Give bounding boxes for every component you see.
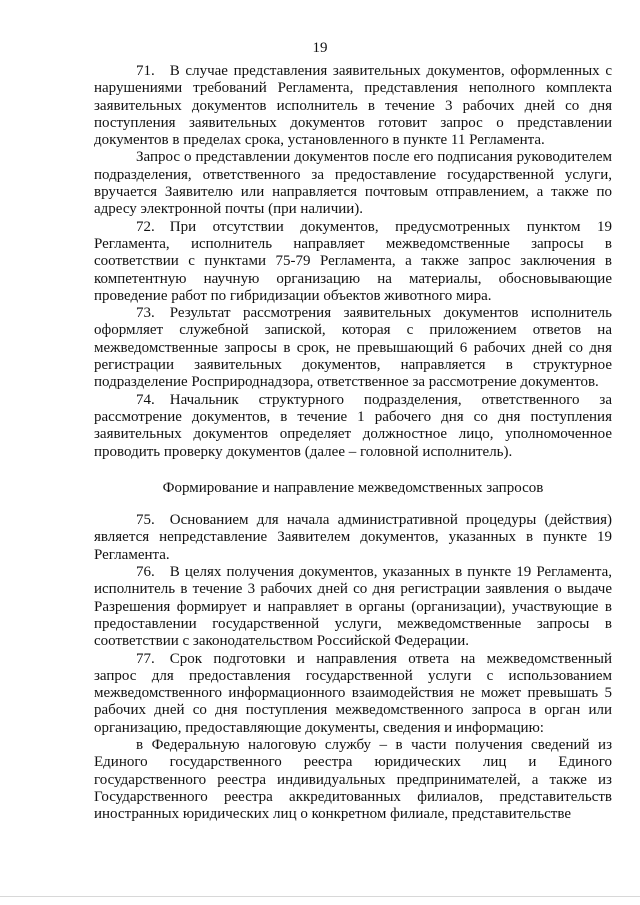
section-heading: Формирование и направление межведомственных запросов [162, 479, 544, 496]
paragraph-76: 76. В целях получения документов, указанных в пункте 19 Регламента, исполнитель в течение 3 рабочих дней со дня регистрации заявления о выдаче Разрешения формирует и направляет в органы (организации), участвующие в предоставлении государственной услуги, межведомственные запросы в соответствии с законодательством Российской Федерации. [94, 564, 612, 650]
page-number: 19 [312, 40, 328, 56]
page-bottom-edge [0, 896, 640, 897]
paragraph-72: 72. При отсутствии документов, предусмотренных пунктом 19 Регламента, исполнитель направляет межведомственные запросы в соответствии с пунктами 75-79 Регламента, а также запрос заключения в компетентную научную организацию на материалы, обосновывающие проведение работ по гибридизации объектов животного мира. [94, 218, 612, 304]
paragraph-77-fns-item: в Федеральную налоговую службу – в части получения сведений из Единого государственного реестра юридических лиц и Единого государственного реестра индивидуальных предпринимателей, а также из Государственного реестра аккредитованных филиалов, представительств иностранных юридических лиц о конкретном филиале, представительстве [94, 736, 612, 823]
paragraph-73: 73. Результат рассмотрения заявительных документов исполнитель оформляет служебной запиской, которая с приложением ответов на межведомственные запросы в срок, не превышающий 6 рабочих дней со дня регистрации заявительных документов, направляется в структурное подразделение Росприроднадзора, ответственное за рассмотрение документов. [94, 305, 612, 391]
document-body [94, 63, 612, 823]
paragraph-74: 74. Начальник структурного подразделения, ответственного за рассмотрение документов, в течение 1 рабочего дня со дня поступления заявительных документов определяет должностное лицо, уполномоченное проводить проверку документов (далее – головной исполнитель). [94, 391, 612, 460]
paragraph-71-continued: Запрос о представлении документов после его подписания руководителем подразделения, ответственного за предоставление государственной услуги, вручается Заявителю или направляется почтовым отправлением, а также по адресу электронной почты (при наличии). [94, 149, 612, 218]
paragraph-75: 75. Основанием для начала административной процедуры (действия) является непредставление Заявителем документов, указанных в пункте 19 Регламента. [94, 512, 612, 563]
paragraph-71: 71. В случае представления заявительных документов, оформленных с нарушениями требований Регламента, представления неполного комплекта заявительных документов исполнитель в течение 3 рабочих дней со дня поступления заявительных документов готовит запрос о представлении документов в пределах срока, установленного в пункте 11 Регламента. [94, 63, 612, 149]
paragraph-77: 77. Срок подготовки и направления ответа на межведомственный запрос для предоставления государственной услуги с использованием межведомственного информационного взаимодействия не может превышать 5 рабочих дней со дня поступления межведомственного запроса в орган или организацию, предоставляющие документы, сведения и информацию: [94, 650, 612, 736]
